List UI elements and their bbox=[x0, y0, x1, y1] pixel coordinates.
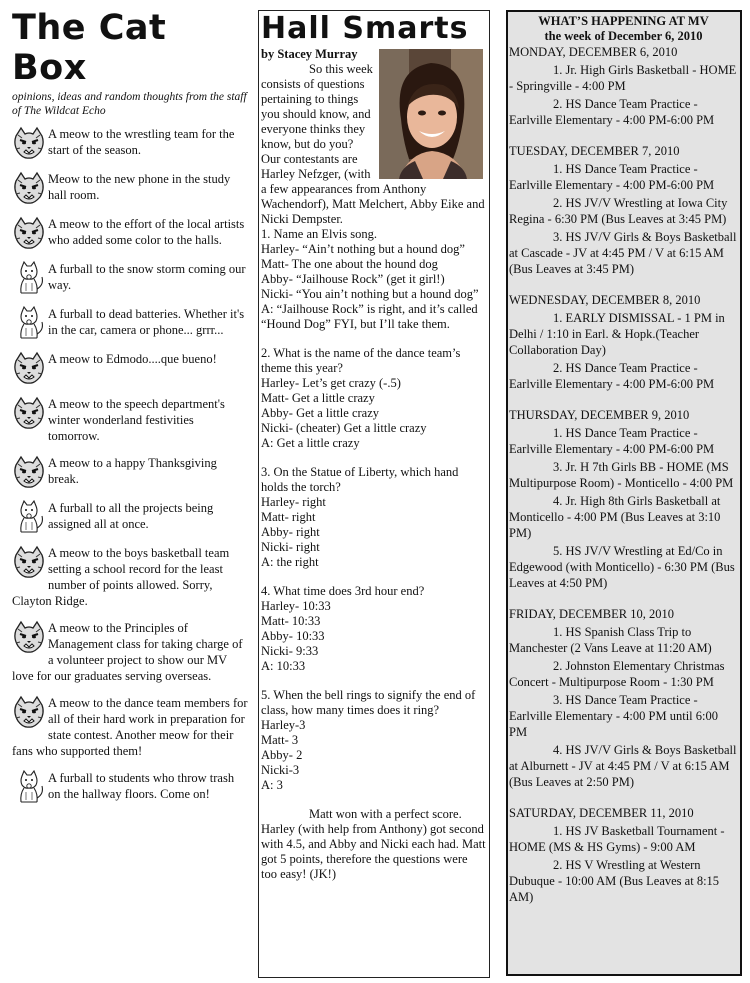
quiz-answer: Harley- Let’s get crazy (-.5) bbox=[261, 376, 401, 390]
wildcat-face-icon bbox=[12, 351, 46, 385]
cat-box-item-text: A meow to the dance team members for all of their hard work in preparation for state contest. Another meow for their fans who supported them! bbox=[12, 696, 248, 758]
hall-smarts-column bbox=[258, 10, 490, 978]
hall-smarts-paragraph: So this week consists of questions pertaining to things you should know, and everyone thinks they know, but do you? Our contestants are Harley Nefzger, (with a few appearances from Anthony Wachendorf), Matt Melchert, Abby Eike and Nicki Dempster. bbox=[261, 62, 485, 226]
whats-happening-title: WHAT’S HAPPENING AT MV bbox=[538, 14, 709, 28]
cat-box-subtitle bbox=[12, 90, 248, 118]
hairball-cat-icon bbox=[12, 261, 46, 295]
cat-box-item-text: A furball to the snow storm coming our way. bbox=[48, 262, 246, 292]
schedule-day-heading: FRIDAY, DECEMBER 10, 2010 bbox=[509, 607, 674, 621]
quiz-answer: Abby- Get a little crazy bbox=[261, 406, 380, 420]
quiz-answer: Matt- right bbox=[261, 510, 316, 524]
quiz-answer: Matt- 10:33 bbox=[261, 614, 321, 628]
cat-box-item bbox=[12, 351, 248, 385]
wildcat-face-icon bbox=[12, 695, 46, 729]
cat-box-item-text: A meow to the effort of the local artists who added some color to the halls. bbox=[48, 217, 245, 247]
wildcat-face-icon bbox=[12, 620, 46, 654]
cat-box-item bbox=[12, 306, 248, 340]
quiz-question: 1. Name an Elvis song. bbox=[261, 227, 377, 241]
whats-happening-subtitle: the week of December 6, 2010 bbox=[544, 29, 703, 43]
quiz-answer: Nicki- 9:33 bbox=[261, 644, 319, 658]
schedule-event: 1. HS Dance Team Practice - Earlville Elementary - 4:00 PM-6:00 PM bbox=[509, 162, 715, 192]
cat-box-item bbox=[12, 216, 248, 250]
hall-smarts-paragraph: Matt won with a perfect score. Harley (with help from Anthony) got second with 4.5, and Abby and Nicki each had. Matt got 5 points, therefore the questions were too easy! (JK!) bbox=[261, 807, 486, 881]
author-photo bbox=[379, 49, 483, 179]
quiz-question: 3. On the Statue of Liberty, which hand holds the torch? bbox=[261, 465, 459, 494]
quiz-answer: Harley-3 bbox=[261, 718, 306, 732]
wildcat-face-icon bbox=[12, 126, 46, 160]
quiz-question-block bbox=[261, 346, 486, 451]
quiz-answer: A: 3 bbox=[261, 778, 283, 792]
cat-box-title: The Cat Box bbox=[12, 8, 167, 88]
quiz-answer: Harley- 10:33 bbox=[261, 599, 331, 613]
schedule-event: 1. EARLY DISMISSAL - 1 PM in Delhi / 1:10 in Earl. & Hopk.(Teacher Collaboration Day) bbox=[509, 311, 725, 357]
schedule-event: 2. HS JV/V Wrestling at Iowa City Regina - 6:30 PM (Bus Leaves at 3:45 PM) bbox=[509, 196, 728, 226]
schedule-event: 2. Johnston Elementary Christmas Concert - Multipurpose Room - 1:30 PM bbox=[509, 659, 725, 689]
cat-box-item-text: A furball to all the projects being assigned all at once. bbox=[48, 501, 214, 531]
quiz-answer: Abby- right bbox=[261, 525, 320, 539]
paragraph-gap bbox=[261, 570, 486, 584]
cat-box-subtitle-text: opinions, ideas and random thoughts from the staff of bbox=[12, 91, 247, 117]
cat-box-item bbox=[12, 545, 248, 609]
quiz-question-block bbox=[261, 227, 486, 332]
hairball-cat-icon bbox=[12, 770, 46, 804]
cat-box-item bbox=[12, 455, 248, 489]
wildcat-face-icon bbox=[12, 455, 46, 489]
wildcat-face-icon bbox=[12, 171, 46, 205]
schedule-event: 2. HS Dance Team Practice - Earlville Elementary - 4:00 PM-6:00 PM bbox=[509, 97, 715, 127]
cat-box-publication: The Wildcat Echo bbox=[23, 105, 106, 117]
schedule-event: 3. Jr. H 7th Girls BB - HOME (MS Multipurpose Room) - Monticello - 4:00 PM bbox=[509, 460, 734, 490]
quiz-question-block bbox=[261, 465, 486, 570]
quiz-answer: Harley- right bbox=[261, 495, 326, 509]
cat-box-item-text: A meow to the Principles of Management class for taking charge of a volunteer project to show our MV love for our graduates serving overseas. bbox=[12, 621, 243, 683]
cat-box-item-text: A meow to a happy Thanksgiving break. bbox=[48, 456, 217, 486]
quiz-question: 2. What is the name of the dance team’s theme this year? bbox=[261, 346, 461, 375]
quiz-answer: Nicki- (cheater) Get a little crazy bbox=[261, 421, 427, 435]
cat-box-item bbox=[12, 126, 248, 160]
cat-box-item-text: Meow to the new phone in the study hall room. bbox=[48, 172, 231, 202]
schedule-day-heading: THURSDAY, DECEMBER 9, 2010 bbox=[509, 408, 690, 422]
cat-box-item-text: A furball to students who throw trash on the hallway floors. Come on! bbox=[48, 771, 235, 801]
paragraph-gap bbox=[261, 674, 486, 688]
wildcat-face-icon bbox=[12, 216, 46, 250]
cat-box-item bbox=[12, 695, 248, 759]
hall-smarts-title: Hall Smarts bbox=[261, 11, 469, 46]
quiz-answer: Matt- 3 bbox=[261, 733, 299, 747]
hall-smarts-byline: by Stacey Murray bbox=[261, 47, 358, 61]
schedule-event: 3. HS Dance Team Practice - Earlville Elementary - 4:00 PM until 6:00 PM bbox=[509, 693, 718, 739]
quiz-answer: Abby- 2 bbox=[261, 748, 303, 762]
schedule-event: 1. Jr. High Girls Basketball - HOME - Springville - 4:00 PM bbox=[509, 63, 737, 93]
quiz-answer: Nicki- right bbox=[261, 540, 320, 554]
wildcat-face-icon bbox=[12, 545, 46, 579]
schedule-day-heading: WEDNESDAY, DECEMBER 8, 2010 bbox=[509, 293, 701, 307]
schedule-event: 5. HS JV/V Wrestling at Ed/Co in Edgewood (with Monticello) - 6:30 PM (Bus Leaves at 4:50 PM) bbox=[509, 544, 735, 590]
quiz-answer: Nicki-3 bbox=[261, 763, 300, 777]
cat-box-items bbox=[12, 126, 248, 804]
schedule-event: 4. Jr. High 8th Girls Basketball at Monticello - 4:00 PM (Bus Leaves at 3:10 PM) bbox=[509, 494, 721, 540]
schedule-days bbox=[509, 44, 738, 905]
schedule-day-heading: MONDAY, DECEMBER 6, 2010 bbox=[509, 45, 678, 59]
cat-box-item bbox=[12, 770, 248, 804]
quiz-answer: Matt- Get a little crazy bbox=[261, 391, 375, 405]
quiz-answer: A: 10:33 bbox=[261, 659, 306, 673]
hairball-cat-icon bbox=[12, 306, 46, 340]
quiz-answer: A: the right bbox=[261, 555, 319, 569]
quiz-answer: Harley- “Ain’t nothing but a hound dog” bbox=[261, 242, 465, 256]
quiz-answer: Matt- The one about the hound dog bbox=[261, 257, 438, 271]
cat-box-item bbox=[12, 171, 248, 205]
quiz-question: 4. What time does 3rd hour end? bbox=[261, 584, 425, 598]
schedule-event: 1. HS Dance Team Practice - Earlville Elementary - 4:00 PM-6:00 PM bbox=[509, 426, 715, 456]
cat-box-item bbox=[12, 620, 248, 684]
cat-box-item-text: A meow to the speech department's winter wonderland festivities tomorrow. bbox=[48, 397, 225, 443]
schedule-event: 2. HS Dance Team Practice - Earlville Elementary - 4:00 PM-6:00 PM bbox=[509, 361, 715, 391]
hairball-cat-icon bbox=[12, 500, 46, 534]
quiz-answer: A: Get a little crazy bbox=[261, 436, 360, 450]
cat-box-item bbox=[12, 500, 248, 534]
whats-happening-column bbox=[506, 10, 742, 976]
quiz-answer: Abby- 10:33 bbox=[261, 629, 325, 643]
schedule-event: 2. HS V Wrestling at Western Dubuque - 10:00 AM (Bus Leaves at 8:15 AM) bbox=[509, 858, 720, 904]
schedule-day-heading: SATURDAY, DECEMBER 11, 2010 bbox=[509, 806, 694, 820]
paragraph-gap bbox=[261, 332, 486, 346]
cat-box-item-text: A meow to Edmodo....que bueno! bbox=[48, 352, 217, 366]
quiz-question: 5. When the bell rings to signify the end of class, how many times does it ring? bbox=[261, 688, 476, 717]
quiz-question-block bbox=[261, 584, 486, 674]
wildcat-face-icon bbox=[12, 396, 46, 430]
paragraph-gap bbox=[261, 451, 486, 465]
cat-box-item-text: A meow to the wrestling team for the start of the season. bbox=[48, 127, 235, 157]
quiz-answer: Nicki- “You ain’t nothing but a hound dog” bbox=[261, 287, 479, 301]
schedule-event: 1. HS Spanish Class Trip to Manchester (2 Vans Leave at 11:20 AM) bbox=[509, 625, 712, 655]
hall-smarts-body bbox=[261, 62, 486, 882]
cat-box-item bbox=[12, 396, 248, 444]
schedule-event: 3. HS JV/V Girls & Boys Basketball at Cascade - JV at 4:45 PM / V at 6:15 AM (Bus Leaves at 3:45 PM) bbox=[509, 230, 737, 276]
schedule-day-heading: TUESDAY, DECEMBER 7, 2010 bbox=[509, 144, 680, 158]
cat-box-item-text: A furball to dead batteries. Whether it's in the car, camera or phone... grrr... bbox=[48, 307, 245, 337]
paragraph-gap bbox=[261, 793, 486, 807]
cat-box-column bbox=[12, 8, 248, 815]
quiz-answer: A: “Jailhouse Rock” is right, and it’s called “Hound Dog” FYI, but I’ll take them. bbox=[261, 302, 478, 331]
quiz-answer: Abby- “Jailhouse Rock” (get it girl!) bbox=[261, 272, 445, 286]
schedule-event: 1. HS JV Basketball Tournament - HOME (MS & HS Gyms) - 9:00 AM bbox=[509, 824, 725, 854]
schedule-event: 4. HS JV/V Girls & Boys Basketball at Alburnett - JV at 4:45 PM / V at 6:15 AM (Bus Leaves at 2:50 PM) bbox=[509, 743, 737, 789]
cat-box-item bbox=[12, 261, 248, 295]
cat-box-item-text: A meow to the boys basketball team setting a school record for the least number of points allowed. Sorry, Clayton Ridge. bbox=[12, 546, 230, 608]
quiz-question-block bbox=[261, 688, 486, 793]
